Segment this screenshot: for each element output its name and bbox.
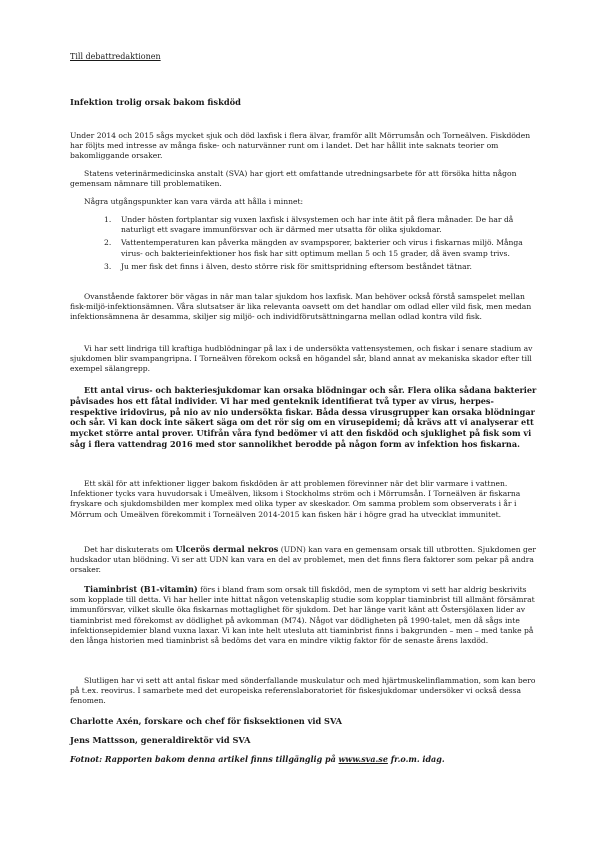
signature-mattsson: Jens Mattsson, generaldirektör vid SVA [70, 735, 251, 745]
footnote-text-after: fr.o.m. idag. [387, 754, 445, 764]
list-number: 2. [104, 238, 112, 248]
footnote-link[interactable]: www.sva.se [338, 754, 388, 764]
udn-text-before: Det har diskuterats om [84, 545, 176, 554]
intro-paragraph: Under 2014 och 2015 sågs mycket sjuk och död laxfisk i flera älvar, framför allt Mörrumsån och Torneälven. Fiskdöden har följts med intresse av många fiske- och naturvänner runt om i landet. Det har hållit inte saknats teorier om bakomliggande orsaker. [70, 131, 531, 161]
list-item [104, 262, 542, 272]
signature-axen: Charlotte Axén, forskare och chef för fisksektionen vid SVA [70, 716, 343, 726]
thiamine-term: Tiaminbrist (B1-vitamin) [84, 584, 198, 594]
udn-term: Ulcerös dermal nekros [175, 544, 279, 554]
starting-points-list [104, 215, 542, 275]
sva-paragraph: Statens veterinärmedicinska anstalt (SVA) har gjort ett omfattande utredningsarbete för att försöka hitta någon gemensam nämnare till problematiken. [70, 169, 517, 189]
list-item [104, 238, 542, 258]
article-headline: Infektion trolig orsak bakom fiskdöd [70, 97, 241, 107]
list-text: Vattentemperaturen kan påverka mängden av svampsporer, bakterier och virus i fiskarnas miljö. Många virus- och bakterieinfektioner hos fisk har sitt optimum mellan 5 och 15 grader, då även svamp trivs. [121, 238, 523, 258]
thiamine-paragraph [70, 584, 542, 646]
list-item [104, 215, 542, 235]
list-number: 1. [104, 215, 112, 224]
factors-paragraph: Ovanstående faktorer bör vägas in när man talar sjukdom hos laxfisk. Man behöver också förstå samspelet mellan fisk-miljö-infektionsämnen. Våra slutsatser är lika relevanta oavsett om det handlar om odlad eller vild fisk, men medan infektionsämnena är desamma, skiljer sig miljö- och individförutsättningarna mellan odlad kontra vild fisk. [70, 292, 532, 322]
list-text: Ju mer fisk det finns i älven, desto större risk för smittspridning eftersom beståndet tätnar. [121, 261, 472, 271]
infection-reasons-paragraph: Ett skäl för att infektioner ligger bakom fiskdöden är att problemen förevinner när det blir varmare i vattnen. Infektioner tycks vara huvudorsak i Umeälven, liksom i Stockholms ström och i Mörrumsån. I Torneälven är fiskarna fryskare och sjukdomsbilden mer komplex med olika typer av skeskador. Om samma problem som observerats i år i Mörrum och Umeälven förekommit i Torneälven 2014-2015 kan fisken här i högre grad ha utvecklat immunitet. [70, 479, 521, 519]
footnote-text: Fotnot: Rapporten bakom denna artikel finns tillgänglig på [70, 754, 339, 764]
udn-text-after: (UDN) kan vara en gemensam orsak till utbrotten. Sjukdomen ger hudskador utan blödning. Vi ser att UDN kan vara en del av problemet, men det finns flera faktorer som pekar på andra orsaker. [70, 545, 537, 575]
virus-findings-paragraph: Ett antal virus- och bakteriesjukdomar kan orsaka blödningar och sår. Flera olika sådana bakterier påvisades hos ett fåtal individer. Vi har med genteknik identifierat två typer av virus, herpes- respektive iridovirus, på nio av nio undersökta fiskar. Båda dessa virusgrupper kan orsaka blödningar och sår. Vi kan dock inte säkert säga om det rör sig om en virusepidemi; då krävs att vi analyserar ett mycket större antal prover. Utifrån våra fynd bedömer vi att den fiskdöd och sjuklighet på fisk som vi såg i flera vattendrag 2016 med stor sannolikhet berodde på någon form av infektion hos fiskarna. [70, 385, 537, 449]
thiamine-text: förs i bland fram som orsak till fiskdöd, men de symptom vi sett har aldrig beskrivits som kopplade till detta. Vi har heller inte hittat någon vetenskaplig studie som kopplar tiaminbrist till allmänt försämrat immunförsvar, vilket skulle öka fiskarnas mottaglighet för sjukdom. Det har länge varit känt att Östersjölaxen lider av tiaminbrist med förekomst av dödlighet på avkomman (M74). Något var dödligheten på 1990-talet, men då sågs inte infektionsepidemier bland vuxna laxar. Vi kan inte helt utesluta att tiaminbrist finns i bakgrunden – men – med tanke på den långa historien med tiaminbrist så bedöms det vara en mindre viktig faktor för de senaste årens laxdöd. [70, 585, 535, 646]
footnote [70, 754, 542, 764]
conclusion-paragraph: Slutligen har vi sett att antal fiskar med sönderfallande muskulatur och med hjärtmuskelinflammation, som kan bero på t.ex. reovirus. I samarbete med det europeiska referenslaboratoriet för fiskesjukdomar undersöker vi också dessa fenomen. [70, 676, 536, 706]
list-number: 3. [104, 261, 112, 271]
starting-points-paragraph: Några utgångspunkter kan vara värda att hålla i minnet: [84, 197, 304, 206]
section-link[interactable]: Till debattredaktionen [70, 52, 161, 61]
list-text: Under hösten fortplantar sig vuxen laxfisk i älvsystemen och har inte ätit på flera månader. De har då naturligt ett svagare immunförsvar och är därmed mer utsatta för olika sjukdomar. [121, 215, 514, 235]
udn-paragraph [70, 544, 542, 576]
bleeding-paragraph: Vi har sett lindriga till kraftiga hudblödningar på lax i de undersökta vattensystemen, och fiskar i senare stadium av sjukdomen blir svampangripna. I Torneälven förekom också en högandel sår, bland annat av mekaniska skador efter till exempel sälangrepp. [70, 344, 533, 374]
